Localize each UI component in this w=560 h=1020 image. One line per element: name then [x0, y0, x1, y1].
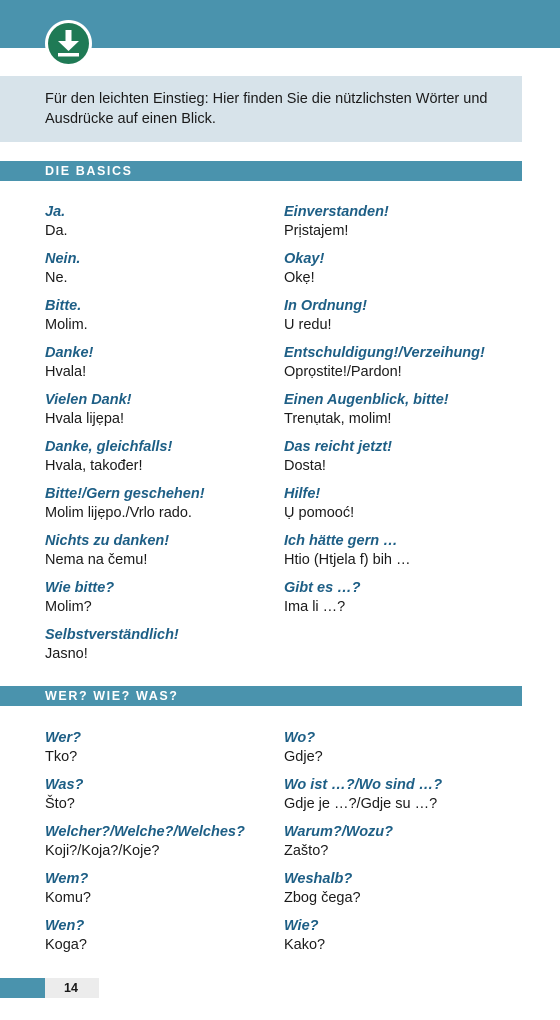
- phrase-croatian: Gdje je …?/Gdje su …?: [284, 796, 438, 812]
- phrase-german: Vielen Dank!: [45, 392, 132, 408]
- phrase-german: Wen?: [45, 918, 85, 934]
- phrase-german: Das reicht jetzt!: [284, 439, 392, 455]
- phrase-entry: [45, 250, 295, 287]
- phrase-entry: [45, 532, 295, 569]
- phrase-croatian: Okẹ!: [284, 270, 315, 286]
- phrase-entry: [284, 729, 534, 766]
- phrase-german: Hilfe!: [284, 486, 321, 502]
- phrase-entry: [45, 297, 295, 334]
- intro-text: Für den leichten Einstieg: Hier finden Sie die nützlichsten Wörter und Ausdrücke auf einen Blick.: [45, 91, 488, 127]
- phrase-entry: [284, 250, 534, 287]
- phrase-croatian: Hvala, također!: [45, 458, 143, 474]
- phrase-croatian: Koga?: [45, 937, 87, 953]
- phrase-german: In Ordnung!: [284, 298, 367, 314]
- phrase-german: Nichts zu danken!: [45, 533, 170, 549]
- phrase-croatian: Molim lijẹpo./Vrlo rado.: [45, 505, 192, 521]
- phrase-german: Danke!: [45, 345, 94, 361]
- phrase-croatian: Hvala lijẹpa!: [45, 411, 124, 427]
- phrase-croatian: Zašto?: [284, 843, 329, 859]
- phrase-croatian: Zbog čega?: [284, 890, 361, 906]
- phrase-german: Einen Augenblick, bitte!: [284, 392, 449, 408]
- phrase-croatian: Kako?: [284, 937, 326, 953]
- phrase-entry: [284, 823, 534, 860]
- phrase-croatian: Prịstajem!: [284, 223, 349, 239]
- phrase-entry: [45, 823, 295, 860]
- phrase-entry: [45, 485, 295, 522]
- phrase-german: Bitte!/Gern geschehen!: [45, 486, 205, 502]
- phrase-croatian: Ne.: [45, 270, 68, 286]
- phrase-entry: [45, 729, 295, 766]
- phrase-croatian: Dosta!: [284, 458, 326, 474]
- phrase-croatian: Trenụtak, molim!: [284, 411, 392, 427]
- phrase-croatian: Ima li …?: [284, 599, 346, 615]
- phrase-croatian: Oprọstite!/Pardon!: [284, 364, 402, 380]
- phrase-german: Wie bitte?: [45, 580, 115, 596]
- phrase-entry: [284, 917, 534, 954]
- phrase-german: Wem?: [45, 871, 89, 887]
- download-icon: [45, 20, 92, 67]
- phrase-german: Was?: [45, 777, 84, 793]
- phrase-croatian: Molim.: [45, 317, 88, 333]
- section-header-questions: [0, 686, 522, 706]
- phrase-croatian: Jasno!: [45, 646, 88, 662]
- phrase-german: Bitte.: [45, 298, 82, 314]
- phrase-german: Wo ist …?/Wo sind …?: [284, 777, 443, 793]
- section-title: DIE BASICS: [45, 164, 133, 178]
- phrase-croatian: Molim?: [45, 599, 92, 615]
- phrase-german: Wer?: [45, 730, 81, 746]
- phrase-german: Ich hätte gern …: [284, 533, 398, 549]
- section-title: WER? WIE? WAS?: [45, 689, 179, 703]
- page-number-accent: [0, 978, 45, 998]
- phrase-entry: [284, 297, 534, 334]
- phrase-croatian: Koji?/Koja?/Koje?: [45, 843, 160, 859]
- phrase-entry: [284, 203, 534, 240]
- phrase-german: Weshalb?: [284, 871, 353, 887]
- phrase-entry: [284, 438, 534, 475]
- phrase-german: Welcher?/Welche?/Welches?: [45, 824, 245, 840]
- phrase-entry: [45, 776, 295, 813]
- phrase-entry: [45, 438, 295, 475]
- phrase-entry: [45, 579, 295, 616]
- phrase-croatian: Tko?: [45, 749, 78, 765]
- phrase-german: Wie?: [284, 918, 319, 934]
- phrase-entry: [284, 344, 534, 381]
- phrase-croatian: Gdje?: [284, 749, 323, 765]
- phrase-croatian: Ụ pomooć!: [284, 505, 355, 521]
- section-header-basics: [0, 161, 522, 181]
- phrase-german: Entschuldigung!/Verzeihung!: [284, 345, 485, 361]
- phrase-german: Einverstanden!: [284, 204, 389, 220]
- phrase-croatian: Htio (Htjela f) bih …: [284, 552, 411, 568]
- phrase-croatian: Što?: [45, 796, 75, 812]
- phrase-croatian: U redu!: [284, 317, 332, 333]
- phrase-german: Okay!: [284, 251, 325, 267]
- phrase-entry: [45, 203, 295, 240]
- phrase-croatian: Komu?: [45, 890, 91, 906]
- intro-box: [0, 76, 522, 142]
- phrase-entry: [284, 485, 534, 522]
- phrase-entry: [45, 344, 295, 381]
- phrase-entry: [284, 776, 534, 813]
- phrase-croatian: Hvala!: [45, 364, 87, 380]
- phrase-german: Wo?: [284, 730, 316, 746]
- page-number-tab: [0, 978, 99, 998]
- phrase-entry: [45, 626, 295, 663]
- phrase-croatian: Da.: [45, 223, 68, 239]
- phrase-entry: [284, 870, 534, 907]
- phrase-entry: [45, 391, 295, 428]
- phrase-entry: [45, 870, 295, 907]
- download-badge[interactable]: [45, 20, 92, 67]
- phrase-german: Danke, gleichfalls!: [45, 439, 173, 455]
- phrase-entry: [284, 391, 534, 428]
- phrase-german: Nein.: [45, 251, 81, 267]
- phrase-entry: [45, 917, 295, 954]
- phrase-german: Warum?/Wozu?: [284, 824, 394, 840]
- phrase-entry: [284, 532, 534, 569]
- phrase-german: Ja.: [45, 204, 66, 220]
- page-number: 14: [64, 981, 78, 995]
- phrase-german: Selbstverständlich!: [45, 627, 179, 643]
- phrase-croatian: Nema na čemu!: [45, 552, 148, 568]
- phrase-entry: [284, 579, 534, 616]
- phrase-german: Gibt es …?: [284, 580, 361, 596]
